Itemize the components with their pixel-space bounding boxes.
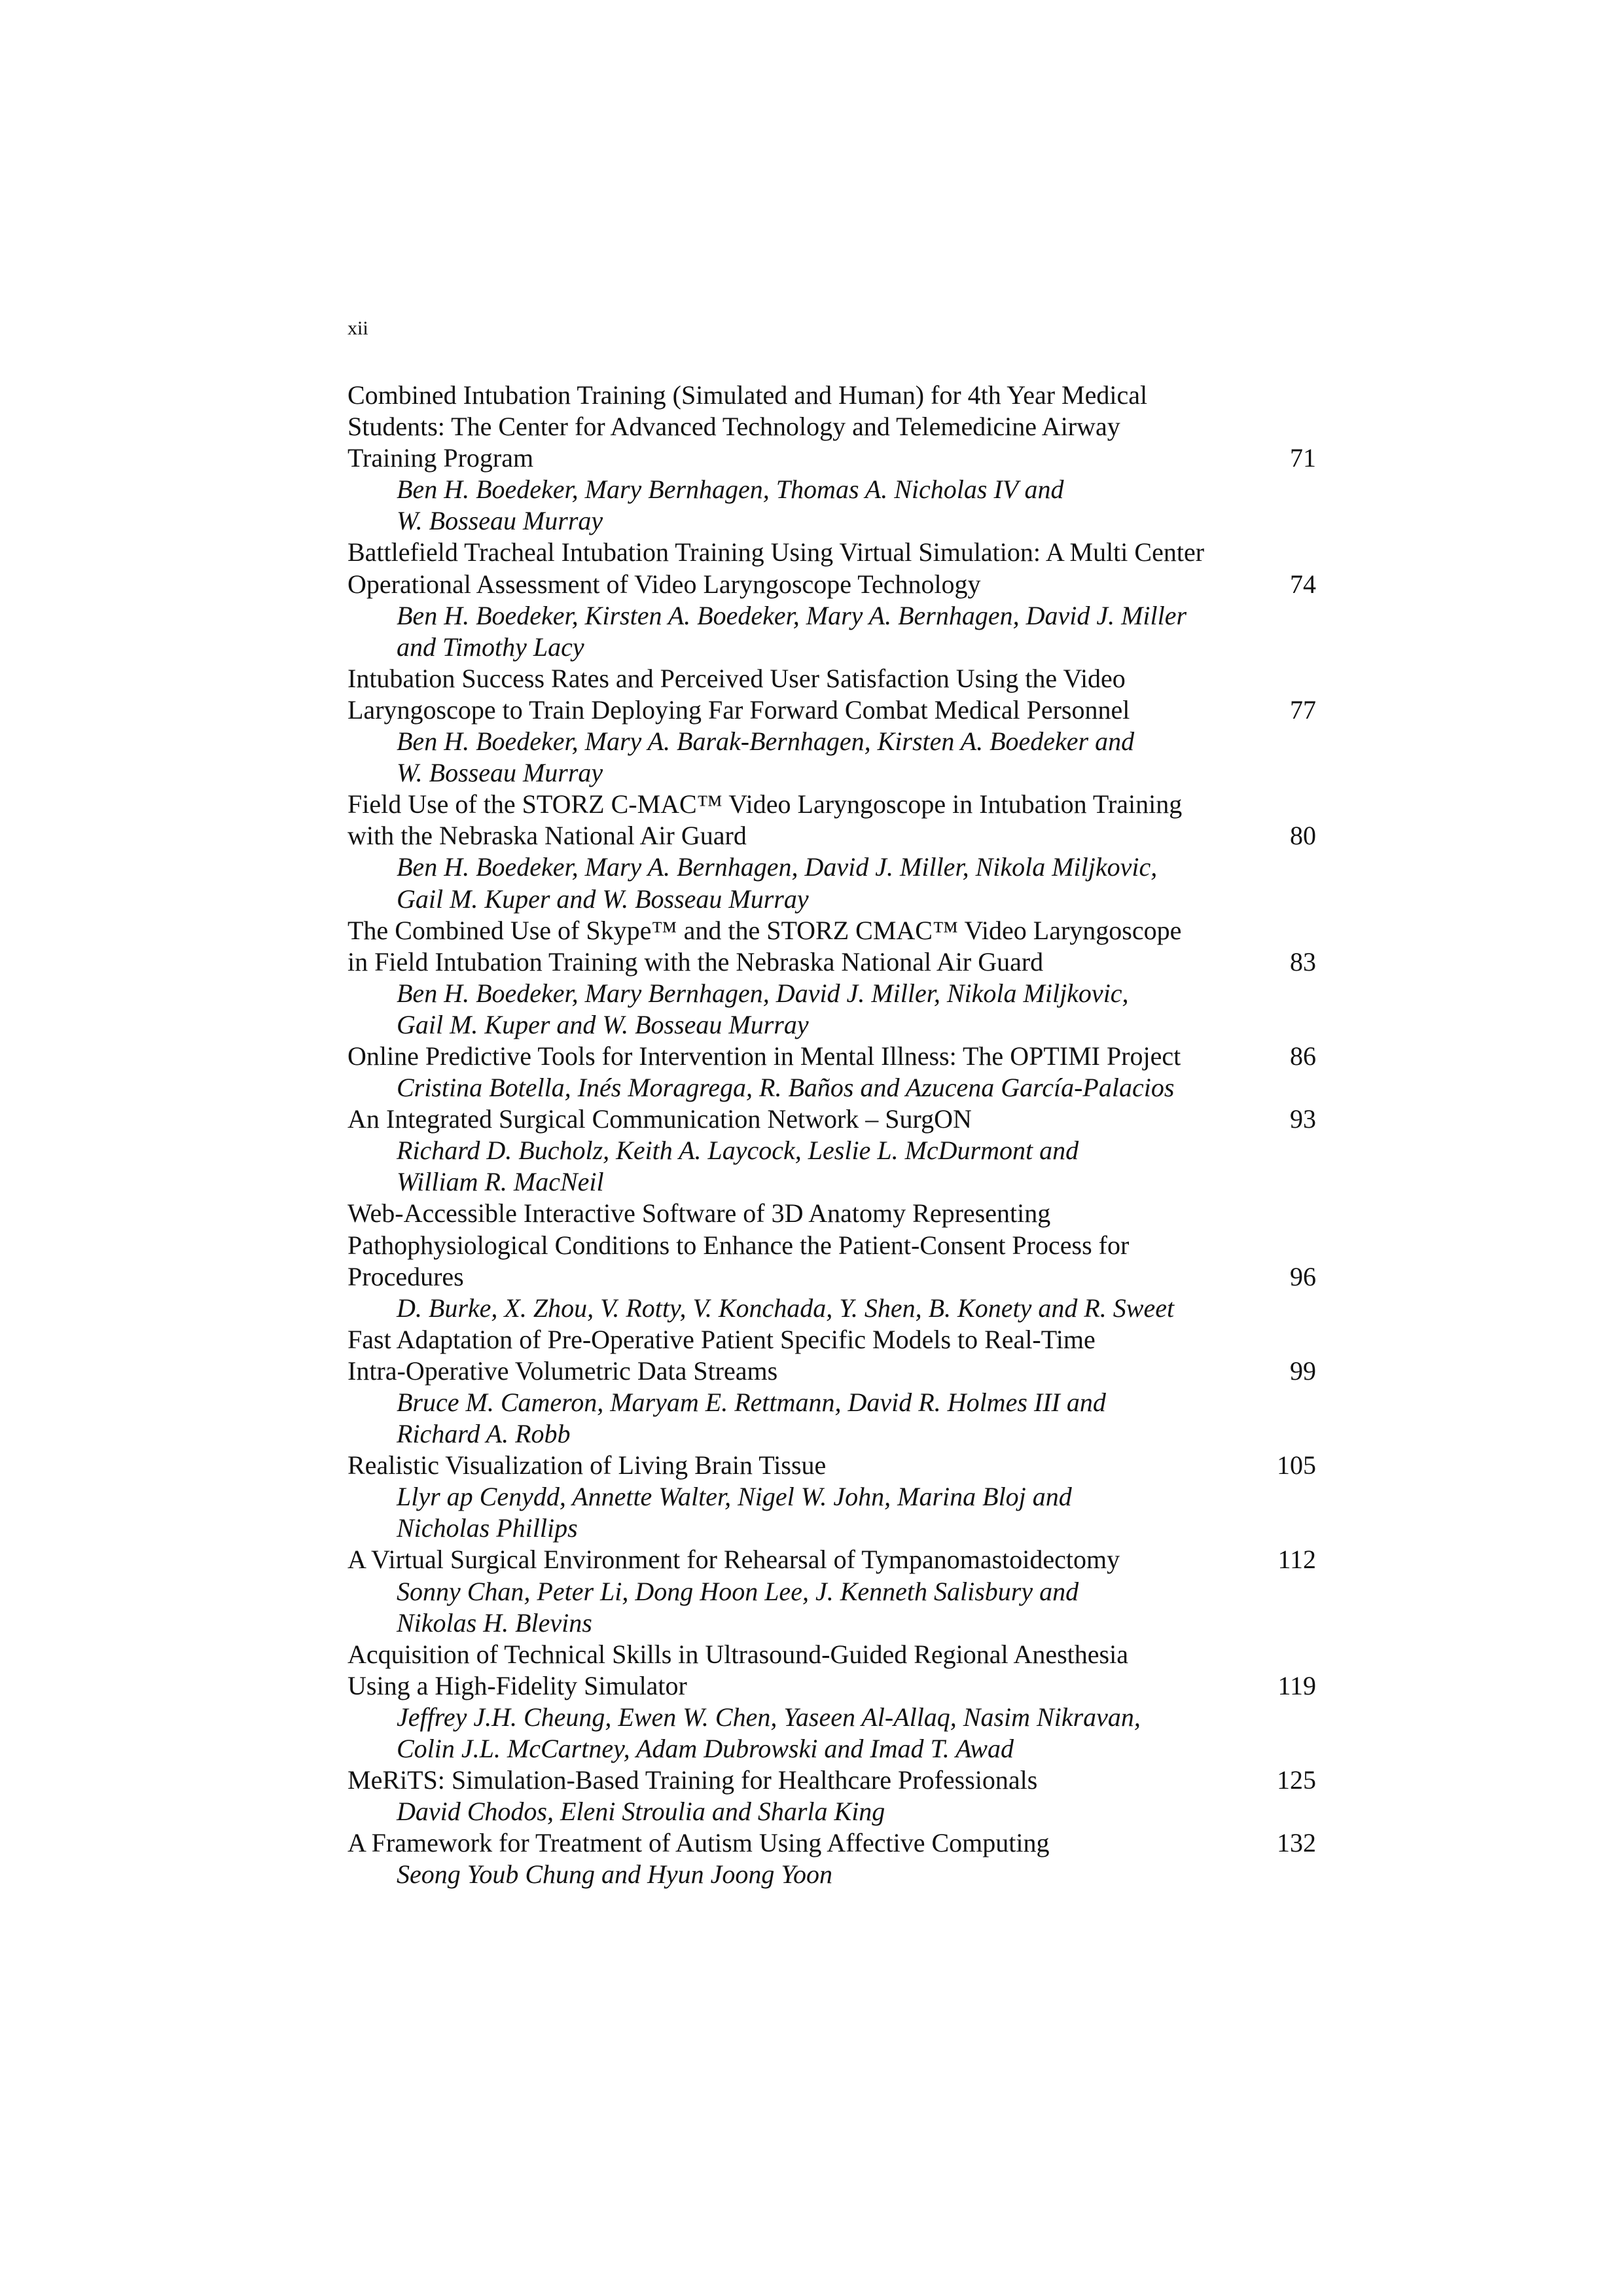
- toc-entry: [348, 380, 1316, 537]
- toc-entry-title: Combined Intubation Training (Simulated and Human) for 4th Year Medical Students: The Center for Advanced Technology and Telemedicine Airway Training Program: [348, 380, 1148, 473]
- toc-entry-head: [348, 1198, 1316, 1292]
- toc-entry-head: [348, 1827, 1316, 1859]
- toc-entry-authors: Seong Youb Chung and Hyun Joong Yoon: [397, 1859, 832, 1890]
- toc-entry-title: Realistic Visualization of Living Brain Tissue: [348, 1450, 827, 1480]
- toc-entry-title: Acquisition of Technical Skills in Ultrasound-Guided Regional Anesthesia Using a High-Fidelity Simulator: [348, 1639, 1128, 1700]
- toc-entry: [348, 1765, 1316, 1827]
- toc-entry-head: [348, 663, 1316, 726]
- toc-entry-page: 119: [1277, 1670, 1316, 1700]
- toc-entry-head: [348, 1450, 1316, 1481]
- toc-entry: [348, 1041, 1316, 1103]
- toc-entry-authors: Cristina Botella, Inés Moragrega, R. Baños and Azucena García-Palacios: [397, 1073, 1175, 1103]
- toc-entry-page: 96: [1290, 1261, 1316, 1291]
- toc-entry-head: [348, 1041, 1316, 1072]
- toc-entry: [348, 1198, 1316, 1323]
- toc-entry-authors: Ben H. Boedeker, Mary A. Bernhagen, David J. Miller, Nikola Miljkovic, Gail M. Kuper and W. Bosseau Murray: [397, 852, 1158, 914]
- toc-entry-head: [348, 789, 1316, 852]
- toc-entry-title: MeRiTS: Simulation-Based Training for Healthcare Professionals: [348, 1765, 1038, 1795]
- toc-entry-head: [348, 380, 1316, 474]
- toc-entry-page: 83: [1290, 946, 1316, 977]
- toc-entry-page: 112: [1277, 1545, 1316, 1575]
- toc-entry: [348, 663, 1316, 789]
- toc-entry-title: Online Predictive Tools for Intervention in Mental Illness: The OPTIMI Project: [348, 1041, 1181, 1071]
- toc-entry: [348, 1324, 1316, 1450]
- table-of-contents: [348, 380, 1316, 1891]
- toc-entry: [348, 537, 1316, 662]
- toc-entry-page: 86: [1290, 1041, 1316, 1071]
- toc-entry-title: Intubation Success Rates and Perceived User Satisfaction Using the Video Laryngoscope to Train Deploying Far Forward Combat Medical Personnel: [348, 663, 1130, 725]
- toc-entry: [348, 1639, 1316, 1765]
- toc-entry-authors: Llyr ap Cenydd, Annette Walter, Nigel W. John, Marina Bloj and Nicholas Phillips: [397, 1482, 1072, 1543]
- toc-entry-title: The Combined Use of Skype™ and the STORZ CMAC™ Video Laryngoscope in Field Intubation Training with the Nebraska National Air Guard: [348, 915, 1182, 977]
- toc-entry-title: Field Use of the STORZ C-MAC™ Video Laryngoscope in Intubation Training with the Nebraska National Air Guard: [348, 789, 1183, 851]
- toc-entry: [348, 789, 1316, 914]
- toc-entry-page: 71: [1290, 443, 1316, 473]
- toc-entry-authors: D. Burke, X. Zhou, V. Rotty, V. Konchada, Y. Shen, B. Konety and R. Sweet: [397, 1293, 1175, 1323]
- toc-entry-page: 93: [1290, 1104, 1316, 1134]
- toc-entry-title: Fast Adaptation of Pre-Operative Patient Specific Models to Real-Time Intra-Operative Volumetric Data Streams: [348, 1324, 1096, 1386]
- toc-entry-head: [348, 1544, 1316, 1575]
- toc-entry-page: 105: [1277, 1450, 1316, 1480]
- toc-entry-head: [348, 915, 1316, 978]
- toc-entry-authors: Bruce M. Cameron, Maryam E. Rettmann, David R. Holmes III and Richard A. Robb: [397, 1388, 1106, 1449]
- toc-entry-page: 74: [1290, 569, 1316, 599]
- toc-entry-authors: Richard D. Bucholz, Keith A. Laycock, Leslie L. McDurmont and William R. MacNeil: [397, 1136, 1079, 1197]
- toc-entry-authors: Ben H. Boedeker, Mary Bernhagen, David J. Miller, Nikola Miljkovic, Gail M. Kuper and W. Bosseau Murray: [397, 978, 1129, 1039]
- toc-entry-title: Battlefield Tracheal Intubation Training Using Virtual Simulation: A Multi Center Operational Assessment of Video Laryngoscope Technology: [348, 537, 1205, 599]
- toc-entry-page: 99: [1290, 1355, 1316, 1386]
- toc-entry-authors: David Chodos, Eleni Stroulia and Sharla King: [397, 1797, 885, 1827]
- toc-entry-authors: Jeffrey J.H. Cheung, Ewen W. Chen, Yaseen Al-Allaq, Nasim Nikravan, Colin J.L. McCartney, Adam Dubrowski and Imad T. Awad: [397, 1702, 1141, 1764]
- toc-entry-head: [348, 1324, 1316, 1387]
- toc-entry-authors: Ben H. Boedeker, Mary Bernhagen, Thomas A. Nicholas IV and W. Bosseau Murray: [397, 475, 1064, 536]
- toc-entry-page: 77: [1290, 694, 1316, 725]
- toc-entry-title: Web-Accessible Interactive Software of 3D Anatomy Representing Pathophysiological Conditions to Enhance the Patient-Consent Process for Procedures: [348, 1198, 1130, 1291]
- toc-entry-authors: Ben H. Boedeker, Mary A. Barak-Bernhagen, Kirsten A. Boedeker and W. Bosseau Murray: [397, 726, 1135, 788]
- page-number: xii: [348, 317, 368, 339]
- toc-entry: [348, 1103, 1316, 1198]
- toc-entry-title: A Framework for Treatment of Autism Using Affective Computing: [348, 1828, 1050, 1858]
- toc-entry-authors: Sonny Chan, Peter Li, Dong Hoon Lee, J. Kenneth Salisbury and Nikolas H. Blevins: [397, 1576, 1079, 1638]
- toc-entry: [348, 1827, 1316, 1890]
- toc-entry: [348, 1544, 1316, 1638]
- toc-entry-title: A Virtual Surgical Environment for Rehearsal of Tympanomastoidectomy: [348, 1545, 1120, 1575]
- toc-entry-page: 125: [1277, 1765, 1316, 1795]
- toc-entry-title: An Integrated Surgical Communication Network – SurgON: [348, 1104, 972, 1134]
- toc-entry-head: [348, 537, 1316, 600]
- toc-entry-head: [348, 1103, 1316, 1135]
- toc-entry-head: [348, 1639, 1316, 1702]
- toc-entry: [348, 915, 1316, 1041]
- toc-entry: [348, 1450, 1316, 1544]
- toc-entry-authors: Ben H. Boedeker, Kirsten A. Boedeker, Mary A. Bernhagen, David J. Miller and Timothy Lacy: [397, 600, 1187, 662]
- toc-entry-page: 80: [1290, 821, 1316, 851]
- toc-entry-head: [348, 1765, 1316, 1796]
- toc-entry-page: 132: [1277, 1828, 1316, 1858]
